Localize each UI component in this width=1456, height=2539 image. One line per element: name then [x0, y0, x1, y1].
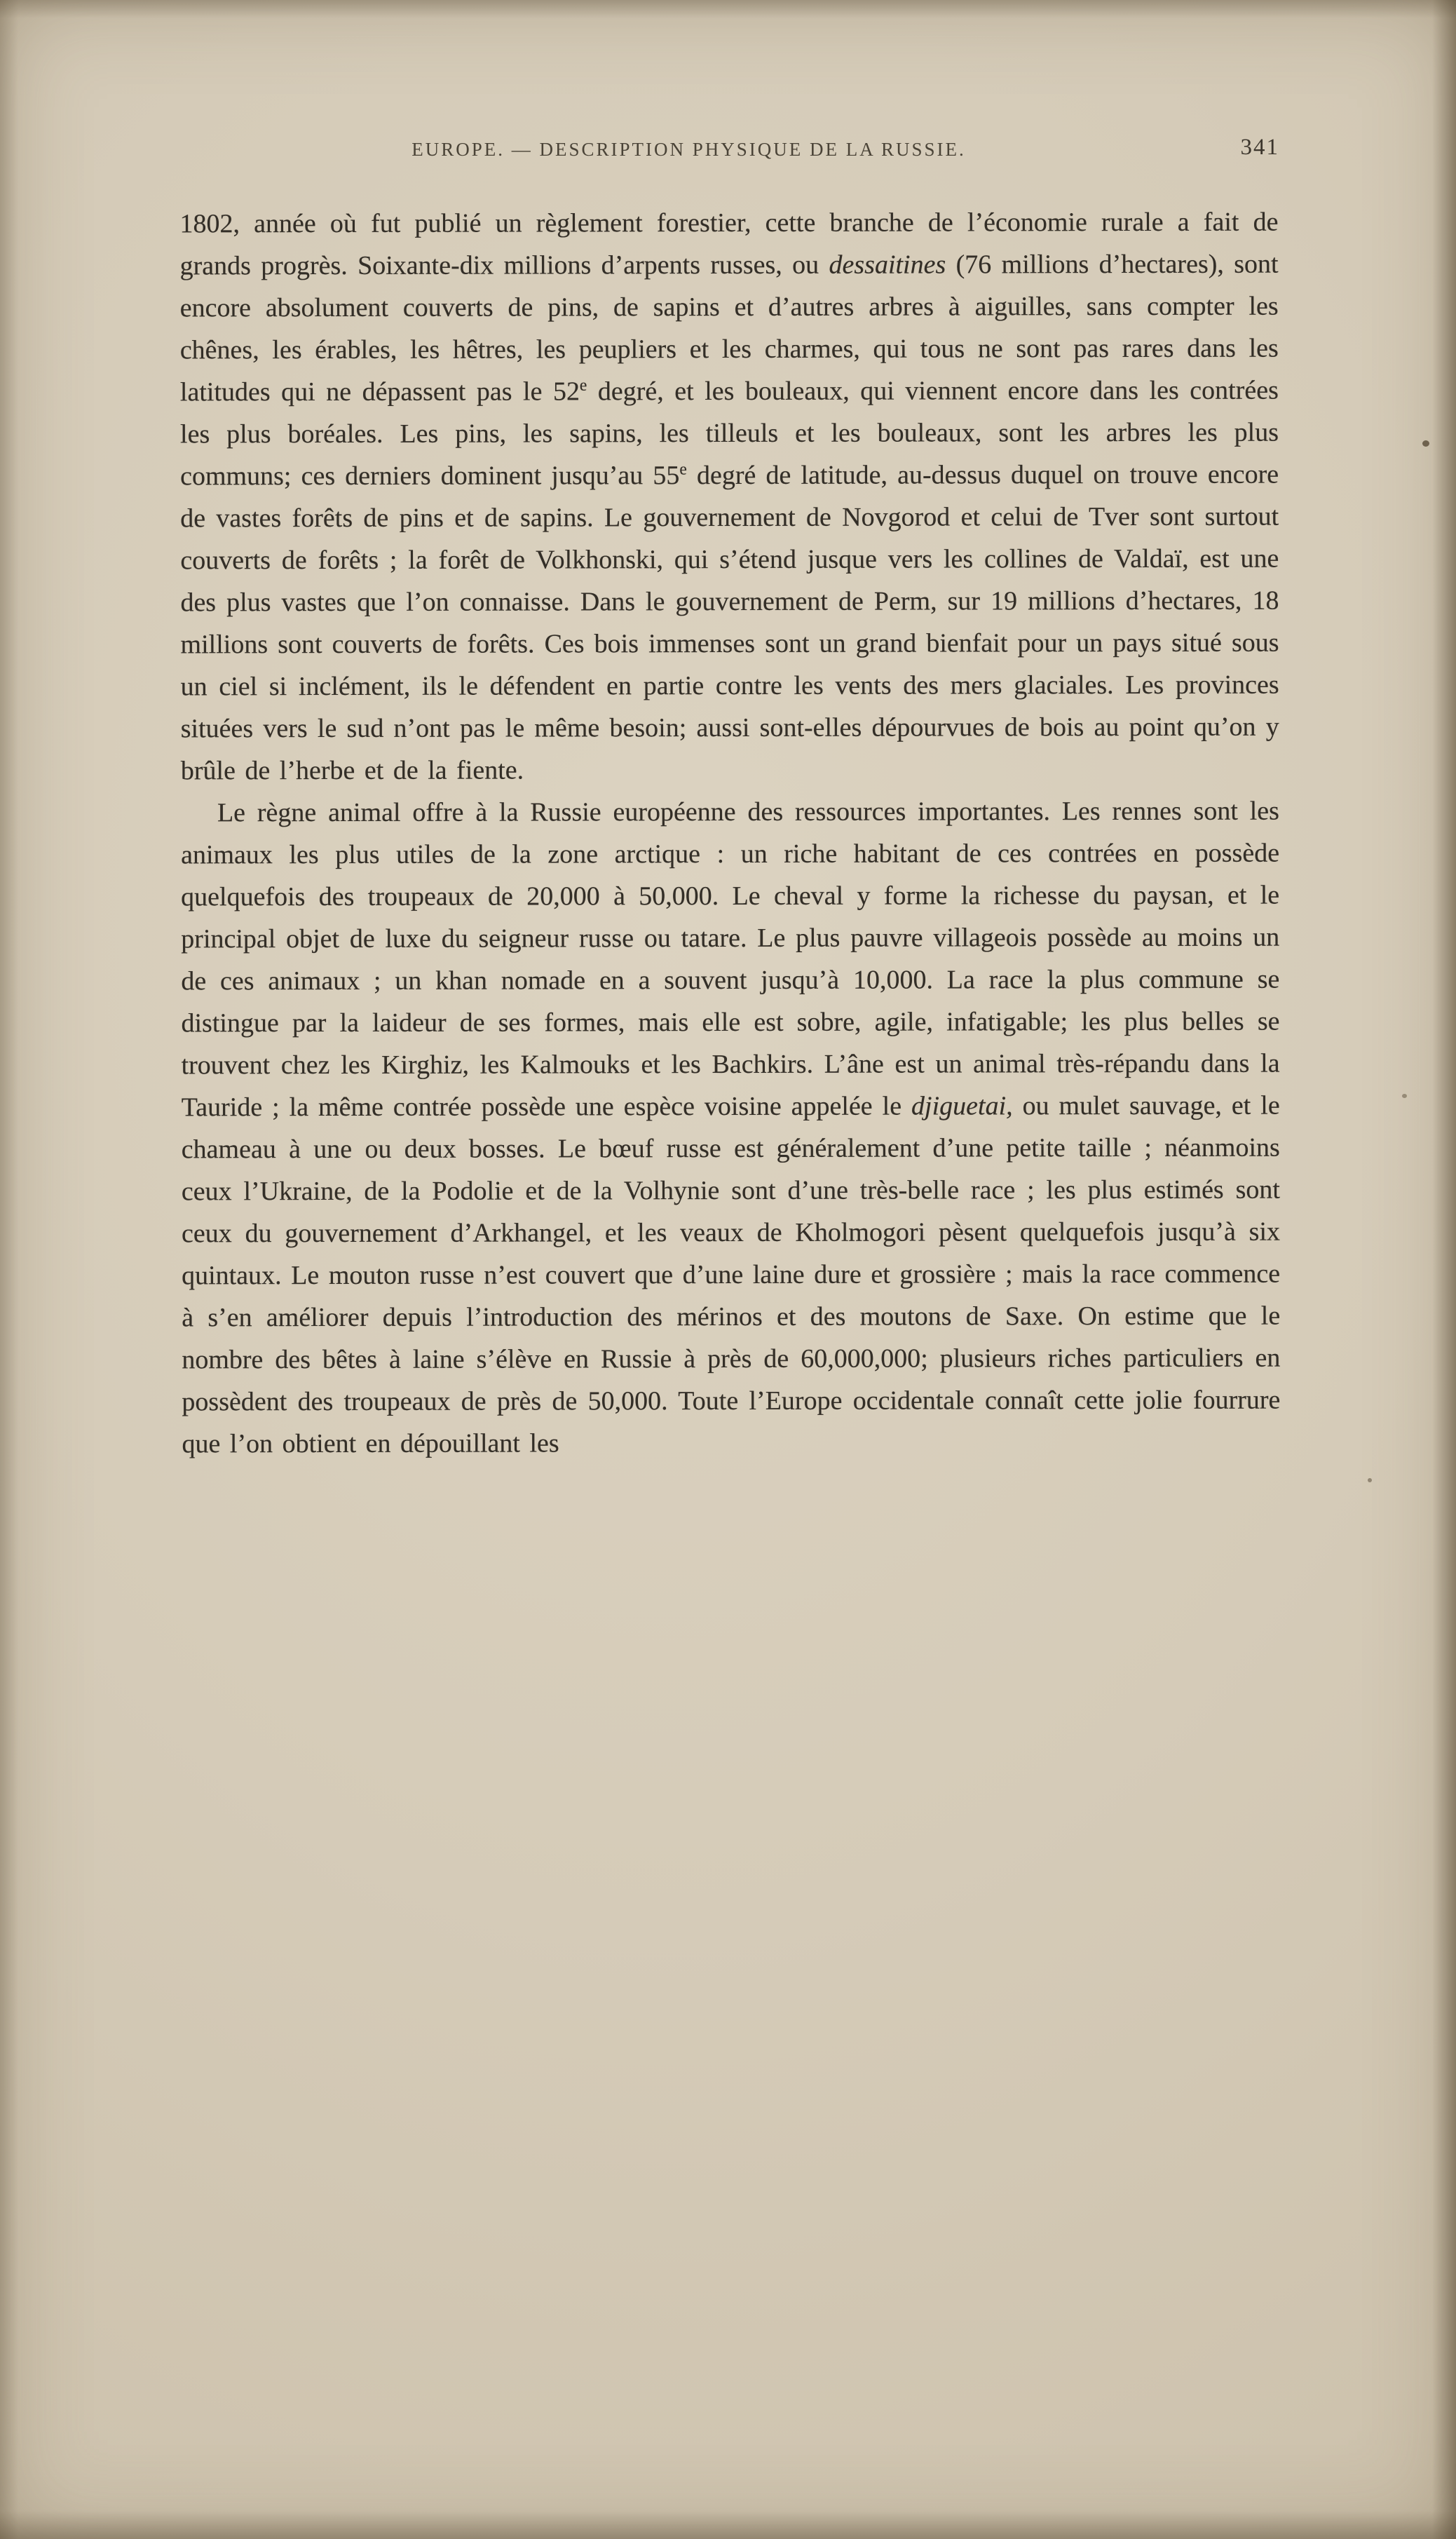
running-header	[181, 135, 1281, 171]
scan-edge-shadow-bottom	[0, 2511, 1456, 2539]
ink-speck	[1368, 1478, 1372, 1482]
scan-edge-shadow-top	[0, 0, 1456, 18]
ink-speck	[1402, 1094, 1407, 1098]
header-title: EUROPE. — DESCRIPTION PHYSIQUE DE LA RUSSIE.	[411, 139, 966, 160]
text-run: (76 millions d’hectares), sont encore absolument couverts de pins, de sapins et d’autres arbres à aiguilles, sans compter les chênes, les érables, les hêtres, les peupliers et les charmes, qui tous ne sont pas rares dans les latitudes qui ne dépassent pas le 52	[179, 249, 1279, 407]
text-run: degré, et les bouleaux, qui viennent encore dans les contrées les plus boréales. Les pins, les sapins, les tilleuls et les bouleaux, sont les arbres les plus communs; ces derniers dominent jusqu’au 55	[179, 375, 1279, 492]
scan-edge-shadow-left	[0, 0, 18, 2539]
paragraph-2	[181, 790, 1281, 1465]
page-number: 341	[1240, 135, 1279, 160]
text-run: 1802, année où fut publié un règlement forestier, cette branche de l’économie rurale a fait de grands progrès. Soixante-dix millions d’arpents russes, ou	[179, 207, 1279, 281]
text-run-italic: dessaitines	[829, 250, 946, 280]
scan-edge-shadow-right	[1432, 0, 1456, 2539]
text-run-italic: djiguetai,	[911, 1091, 1013, 1121]
body-text	[179, 201, 1280, 1465]
text-run: Le règne animal offre à la Russie européenne des ressources importantes. Les rennes sont les animaux les plus utiles de la zone arctique : un riche habitant de ces contrées en possède quelquefois des troupeaux de 20,000 à 50,000. Le cheval y forme la richesse du paysan, et le principal objet de luxe du seigneur russe ou tatare. Le plus pauvre villageois possède au moins un de ces animaux ; un khan nomade en a souvent jusqu’à 10,000. La race la plus commune se distingue par la laideur de ses formes, mais elle est sobre, agile, infatigable; les plus belles se trouvent chez les Kirghiz, les Kalmouks et les Bachkirs. L’âne est un animal très-répandu dans la Tauride ; la même contrée possède une espèce voisine appelée le	[181, 796, 1280, 1123]
superscript-ordinal: e	[679, 460, 687, 479]
paragraph-1	[179, 201, 1279, 792]
text-run: degré de latitude, au-dessus duquel on trouve encore de vastes forêts de pins et de sapins. Le gouvernement de Novgorod et celui de Tver sont surtout couverts de forêts ; la forêt de Volkhonski, qui s’étend jusque vers les collines de Valdaï, est une des plus vastes que l’on connaisse. Dans le gouvernement de Perm, sur 19 millions d’hectares, 18 millions sont couverts de forêts. Ces bois immenses sont un grand bienfait pour un pays situé sous un ciel si inclément, ils le défendent en partie contre les vents des mers glaciales. Les provinces situées vers le sud n’ont pas le même besoin; aussi sont-elles dépourvues de bois au point qu’on y brûle de l’herbe et de la fiente.	[180, 459, 1279, 786]
ink-speck	[1422, 440, 1429, 447]
text-run: ou mulet sauvage, et le chameau à une ou deux bosses. Le bœuf russe est généralement d’une petite taille ; néanmoins ceux l’Ukraine, de la Podolie et de la Volhynie sont d’une très-belle race ; les plus estimés sont ceux du gouvernement d’Arkhangel, et les veaux de Kholmogori pèsent quelquefois jusqu’à six quintaux. Le mouton russe n’est couvert que d’une laine dure et grossière ; mais la race commence à s’en améliorer depuis l’introduction des mérinos et des moutons de Saxe. On estime que le nombre des bêtes à laine s’élève en Russie à près de 60,000,000; plusieurs riches particuliers en possèdent des troupeaux de près de 50,000. Toute l’Europe occidentale connaît cette jolie fourrure que l’on obtient en dépouillant les	[181, 1090, 1281, 1459]
superscript-ordinal: e	[579, 376, 587, 395]
